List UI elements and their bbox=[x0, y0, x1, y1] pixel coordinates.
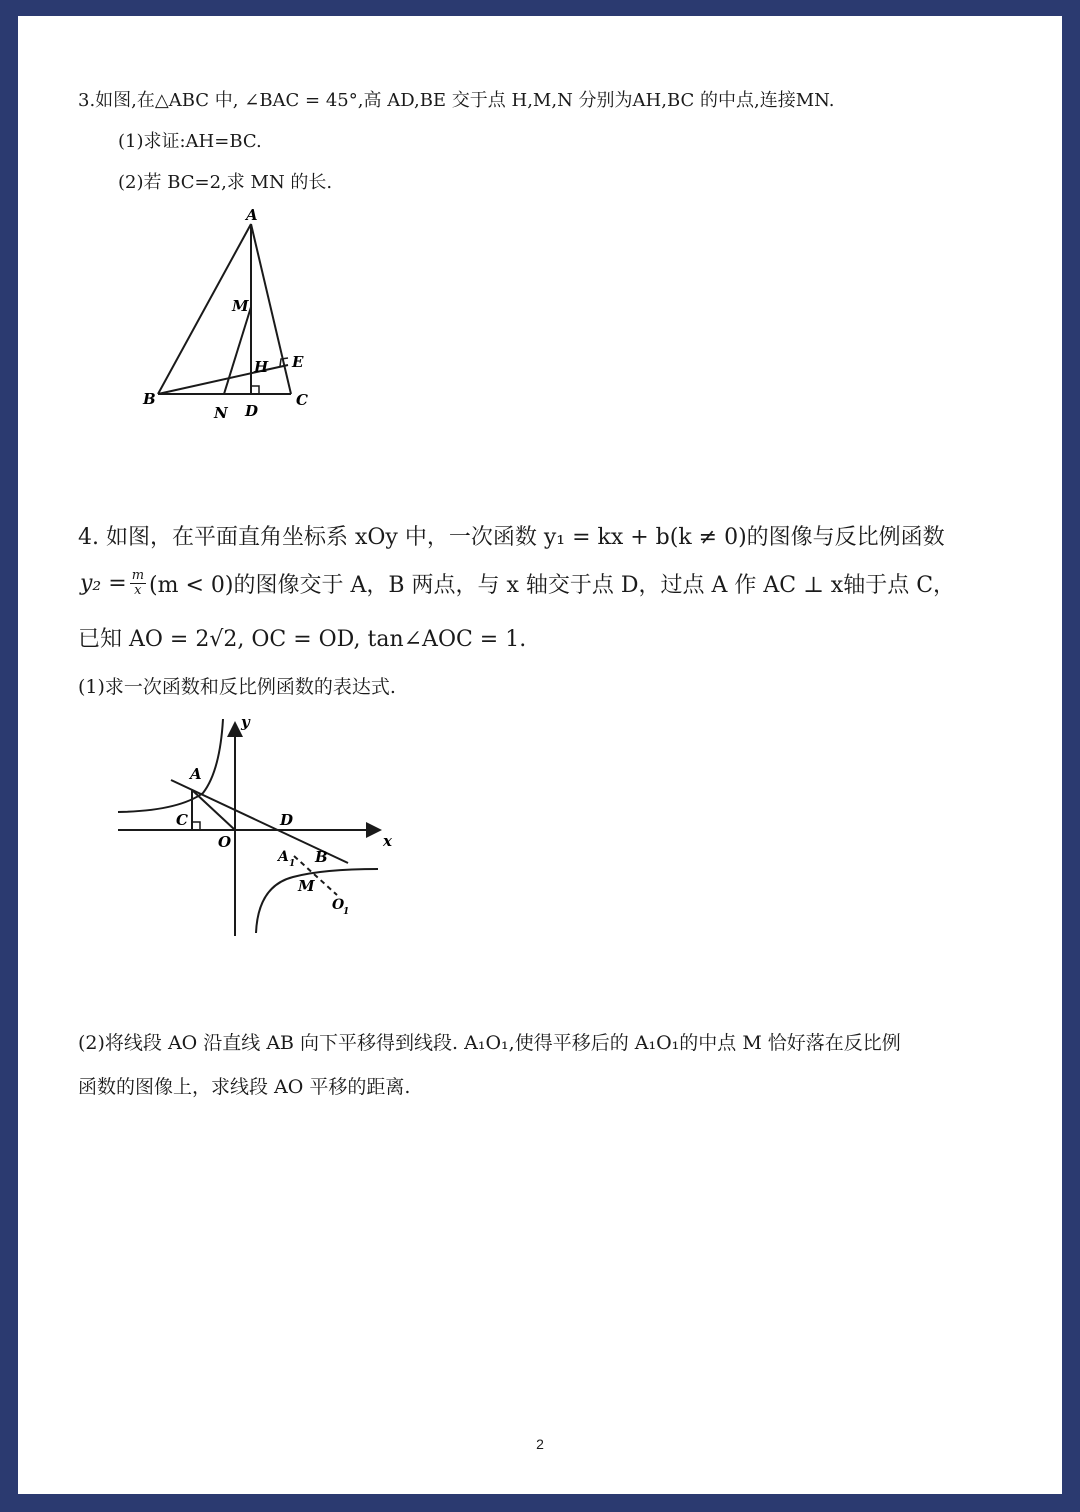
q4-part1: (1)求一次函数和反比例函数的表达式. bbox=[78, 676, 396, 698]
label-B: B bbox=[143, 390, 156, 408]
page-number: 2 bbox=[536, 1436, 544, 1452]
q4-fraction bbox=[130, 569, 146, 598]
q4-stem-line1: 4. 如图，在平面直角坐标系 xOy 中，一次函数 y₁ = kx + b(k ≠ 0)的图像与反比例函数 bbox=[78, 525, 945, 550]
label-C: C bbox=[296, 391, 308, 409]
label-D: D bbox=[245, 402, 259, 420]
label-H: H bbox=[254, 358, 269, 376]
label-A: A bbox=[190, 765, 202, 783]
q4-fraction-denominator: x bbox=[134, 583, 142, 598]
label-B: B bbox=[315, 848, 328, 866]
label-y: y bbox=[241, 713, 250, 731]
q3-triangle-figure bbox=[128, 206, 348, 426]
label-C: C bbox=[176, 811, 188, 829]
q4-coordinate-figure bbox=[108, 711, 398, 941]
q4-part2-line1: (2)将线段 AO 沿直线 AB 向下平移得到线段. A₁O₁,使得平移后的 A₁O₁的中点 M 恰好落在反比例 bbox=[78, 1032, 901, 1054]
label-O: O bbox=[218, 833, 232, 851]
label-O1: O bbox=[332, 897, 345, 913]
hyperbola-branch-lower-right bbox=[256, 869, 378, 933]
q4-fraction-numerator: m bbox=[131, 568, 145, 583]
q3-part2: (2)若 BC=2,求 MN 的长. bbox=[118, 172, 333, 193]
label-x: x bbox=[383, 832, 392, 850]
worksheet-page bbox=[18, 16, 1062, 1494]
segment-AO bbox=[192, 790, 235, 830]
q3-stem: 3.如图,在△ABC 中, ∠BAC = 45°,高 AD,BE 交于点 H,M,N 分别为AH,BC 的中点,连接MN. bbox=[78, 90, 835, 111]
altitude-BE bbox=[158, 365, 288, 394]
segment-MN bbox=[224, 307, 251, 394]
q4-part2-line2: 函数的图像上，求线段 AO 平移的距离. bbox=[78, 1076, 411, 1098]
label-N: N bbox=[214, 404, 228, 422]
right-angle-D bbox=[251, 386, 259, 394]
label-A1-subscript: 1 bbox=[289, 859, 296, 869]
q4-y2-lhs: y₂ = bbox=[80, 571, 127, 596]
label-M: M bbox=[298, 877, 315, 895]
label-A1: A bbox=[278, 849, 289, 865]
q4-stem-line2-rest: (m < 0)的图像交于 A，B 两点，与 x 轴交于点 D，过点 A 作 AC ⊥ x轴于点 C， bbox=[149, 573, 956, 598]
right-angle-C bbox=[192, 822, 200, 830]
label-O1-subscript: 1 bbox=[343, 907, 350, 917]
label-M: M bbox=[232, 297, 249, 315]
label-D: D bbox=[280, 811, 294, 829]
q4-stem-line3: 已知 AO = 2√2, OC = OD, tan∠AOC = 1. bbox=[78, 627, 527, 652]
label-E: E bbox=[292, 353, 304, 371]
q3-part1: (1)求证:AH=BC. bbox=[118, 131, 262, 152]
q4-stem-line2 bbox=[80, 568, 955, 599]
label-A: A bbox=[246, 206, 258, 224]
